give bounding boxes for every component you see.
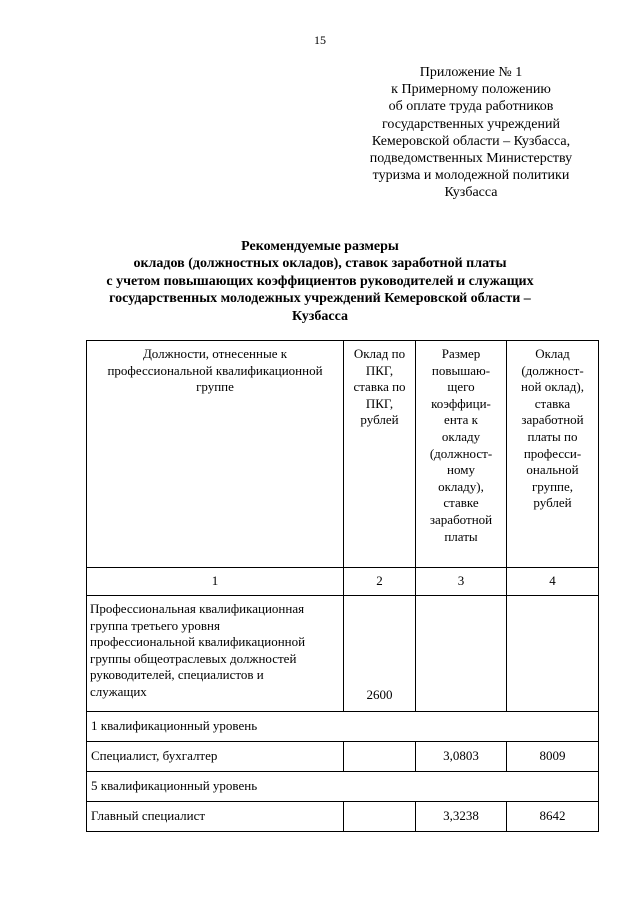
- header-line: ставке: [443, 495, 479, 511]
- header-line: ента к: [444, 412, 478, 428]
- title-line: государственных молодежных учреждений Кемеровской области –: [109, 291, 531, 307]
- qualification-level: 5 квалификационный уровень: [87, 772, 599, 802]
- document-title: [50, 238, 590, 325]
- header-line: щего: [447, 379, 475, 395]
- header-line: Должности, отнесенные к: [142, 346, 288, 361]
- appendix-line: Приложение № 1: [419, 65, 523, 80]
- header-line: группе: [196, 379, 234, 395]
- header-position-group: [87, 341, 344, 568]
- column-number: 3: [416, 568, 507, 596]
- qualification-level-row: [87, 712, 599, 742]
- appendix-line: об оплате труда работников: [388, 99, 554, 115]
- header-line: Оклад: [535, 346, 570, 361]
- group-row: [87, 596, 599, 712]
- column-number: 1: [87, 568, 344, 596]
- appendix-line: подведомственных Министерству: [369, 151, 573, 167]
- appendix-line: туризма и молодежной политики: [372, 168, 570, 184]
- position-row: [87, 802, 599, 832]
- header-line: заработной: [521, 412, 584, 428]
- header-line: ональной: [526, 462, 579, 478]
- header-line: окладу: [441, 428, 481, 444]
- empty-cell: [507, 596, 599, 712]
- header-line: платы по: [527, 428, 578, 444]
- header-line: заработной: [429, 511, 493, 527]
- empty-cell: [416, 596, 507, 712]
- column-number: 2: [344, 568, 416, 596]
- salary-table: [86, 340, 599, 832]
- header-line: профессиональной квалификационной: [107, 362, 323, 378]
- header-line: ПКГ,: [365, 362, 394, 378]
- header-line: ной оклад),: [521, 379, 584, 395]
- header-line: коэффици-: [431, 395, 491, 411]
- header-final-rate: [507, 341, 599, 568]
- column-number: 4: [507, 568, 599, 596]
- position-name: Главный специалист: [87, 802, 344, 832]
- appendix-line: государственных учреждений: [382, 116, 560, 132]
- appendix-note: [350, 64, 592, 202]
- column-number-row: [87, 568, 599, 596]
- qualification-level: 1 квалификационный уровень: [87, 712, 599, 742]
- header-line: повышаю-: [431, 362, 491, 378]
- position-rate: 8642: [507, 802, 599, 832]
- appendix-line: Кемеровской области – Кузбасса,: [371, 133, 571, 149]
- group-line: Профессиональная квалификационная: [90, 601, 305, 616]
- group-line: профессиональной квалификационной: [90, 634, 306, 650]
- header-line: группе,: [531, 478, 574, 494]
- title-line: Кузбасса: [291, 308, 349, 324]
- header-line: (должност-: [429, 445, 493, 461]
- header-line: окладу),: [438, 478, 484, 494]
- header-line: платы: [444, 528, 478, 544]
- header-line: ному: [447, 462, 475, 478]
- position-row: [87, 742, 599, 772]
- position-base-salary: [344, 802, 416, 832]
- qualification-level-row: [87, 772, 599, 802]
- header-line: (должност-: [521, 362, 584, 378]
- header-line: Оклад по: [353, 346, 406, 361]
- header-line: професси-: [523, 445, 582, 461]
- header-coefficient: [416, 341, 507, 568]
- group-line: служащих: [90, 683, 147, 699]
- group-line: руководителей, специалистов и: [90, 667, 264, 683]
- header-line: рублей: [360, 412, 399, 428]
- page-number: 15: [314, 33, 326, 47]
- header-line: ПКГ,: [365, 395, 394, 411]
- header-line: ставка: [534, 395, 571, 411]
- appendix-line: Кузбасса: [444, 185, 498, 201]
- position-base-salary: [344, 742, 416, 772]
- group-name: [87, 596, 344, 712]
- appendix-line: к Примерному положению: [391, 82, 551, 98]
- group-base-salary: 2600: [344, 596, 416, 712]
- group-line: группы общеотраслевых должностей: [90, 650, 297, 666]
- header-line: ставка по: [353, 379, 406, 395]
- title-line: с учетом повышающих коэффициентов руководителей и служащих: [106, 273, 534, 289]
- header-line: Размер: [441, 346, 481, 361]
- header-line: рублей: [533, 495, 572, 511]
- header-row: [87, 341, 599, 568]
- title-line: Рекомендуемые размеры: [241, 239, 399, 254]
- position-coefficient: 3,0803: [416, 742, 507, 772]
- position-coefficient: 3,3238: [416, 802, 507, 832]
- position-name: Специалист, бухгалтер: [87, 742, 344, 772]
- title-line: окладов (должностных окладов), ставок заработной платы: [133, 256, 507, 272]
- group-line: группа третьего уровня: [90, 617, 220, 633]
- position-rate: 8009: [507, 742, 599, 772]
- header-base-salary: [344, 341, 416, 568]
